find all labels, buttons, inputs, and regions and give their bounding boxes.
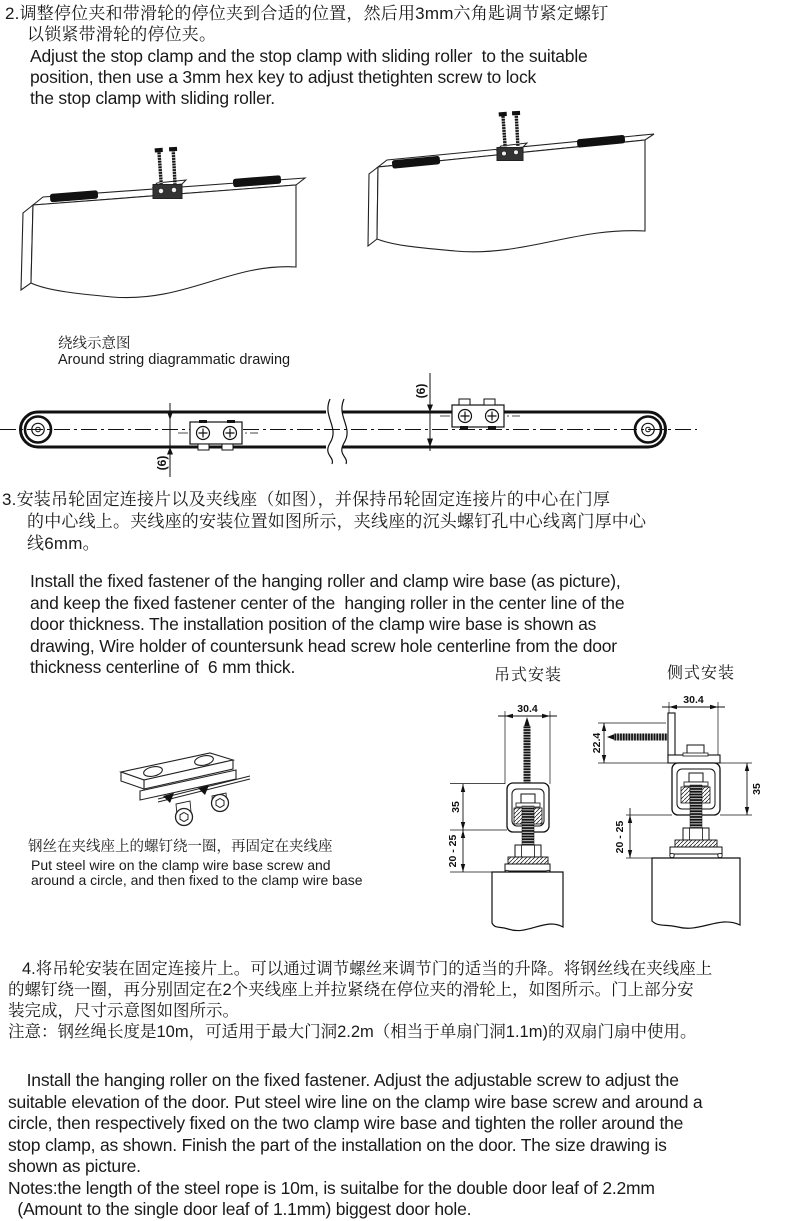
side-dim-height — [745, 763, 763, 815]
step4-zh-line-3: 装完成，尺寸示意图如图所示。 — [8, 1002, 239, 1020]
side-door-panel — [652, 858, 740, 928]
step3-en-line-4: drawing, Wire holder of countersunk head screw hole centerline from the door — [30, 635, 617, 656]
step2-zh-line-2: 以锁紧带滑轮的停位夹。 — [27, 25, 217, 44]
step4-en-line-3: circle, then respectively fixed on the two clamp wire base and tighten the roller around the — [8, 1113, 684, 1133]
around-string-diagram — [0, 368, 800, 488]
step4-en-line-7: (Amount to the single door leaf of 1.1mm) biggest door hole. — [8, 1199, 472, 1219]
dimension-6-left — [155, 403, 173, 477]
step4-en-line-4: stop clamp, as shown. Finish the part of the installation on the door. The size drawing is — [8, 1134, 667, 1155]
hanging-dim-height — [450, 784, 465, 830]
step3-en-line-3: door thickness. The installation position of the clamp wire base is shown as — [30, 614, 597, 634]
svg-text:(6): (6) — [414, 383, 428, 399]
side-install-diagram — [591, 694, 763, 928]
svg-text:30.4: 30.4 — [683, 694, 704, 706]
svg-text:30.4: 30.4 — [517, 703, 538, 715]
step4-en-line-2: suitable elevation of the door. Put steel wire line on the clamp wire base screw and around a — [8, 1091, 703, 1112]
step3-en-line-1: Install the fixed fastener of the hanging roller and clamp wire base (as picture), — [30, 571, 621, 591]
step3-zh-line-2: 的中心线上。夹线座的安装位置如图所示，夹线座的沉头螺钉孔中心线离门厚中心 — [27, 512, 647, 531]
around-string-label-en: Around string diagrammatic drawing — [58, 352, 291, 368]
right-door-screws — [499, 111, 522, 147]
step2-zh-line-1: 2.调整停位夹和带滑轮的停位夹到合适的位置，然后用3mm六角匙调节紧定螺钉 — [5, 4, 609, 23]
clamp-wire-base-drawing — [105, 738, 270, 843]
hanging-dim-gap — [447, 830, 465, 872]
hanging-door-panel — [492, 872, 563, 931]
left-door-screws — [155, 147, 179, 185]
step4-en-line-1: Install the hanging roller on the fixed fastener. Adjust the adjustable screw to adjust the — [8, 1070, 679, 1090]
svg-text:(6): (6) — [155, 455, 169, 471]
hanging-install-label: 吊式安装 — [494, 667, 563, 684]
step4-zh-line-2: 的螺钉绕一圈，再分别固定在2个夹线座上并拉紧绕在停位夹的滑轮上，如图所示。门上部分安 — [8, 981, 694, 999]
cross-section-diagrams — [440, 660, 800, 950]
step4-zh-line-1: 4.将吊轮安装在固定连接片上。可以通过调节螺丝来调节门的适当的升降。将钢丝线在夹线座上 — [22, 960, 713, 978]
clamp-screws — [176, 793, 229, 826]
clamp-note-en-line-2: around a circle, and then fixed to the clamp wire base — [31, 872, 363, 888]
side-mounting-screw — [607, 734, 668, 741]
hanging-adjusting-screw — [524, 717, 531, 784]
around-string-label-zh: 绕线示意图 — [58, 336, 131, 352]
step2-en-line-2: position, then use a 3mm hex key to adjust thetighten screw to lock — [30, 67, 537, 87]
step3-en-line-2: and keep the fixed fastener center of the hanging roller in the center line of the — [30, 592, 625, 613]
clamp-note-zh: 钢丝在夹线座上的螺钉绕一圈，再固定在夹线座 — [28, 839, 333, 855]
step4-en-line-5: shown as picture. — [8, 1156, 141, 1176]
svg-text:22.4: 22.4 — [591, 732, 603, 754]
hanging-install-diagram — [447, 703, 563, 931]
side-install-label: 侧式安装 — [667, 665, 736, 682]
step3-en-line-5: thickness centerline of 6 mm thick. — [30, 657, 296, 677]
side-dim-gap — [614, 808, 632, 858]
step2-en-line-3: the stop clamp with sliding roller. — [30, 88, 275, 108]
step3-zh-line-3: 线6mm。 — [27, 534, 100, 553]
wire-loop-outline — [21, 399, 666, 464]
step2-en-line-1: Adjust the stop clamp and the stop clamp with sliding roller to the suitable — [30, 46, 588, 66]
svg-text:35: 35 — [751, 783, 763, 795]
side-dim-width — [662, 694, 725, 709]
svg-text:35: 35 — [450, 801, 462, 813]
step3-zh-line-1: 3.安装吊轮固定连接片以及夹线座（如图），并保持吊轮固定连接片的中心在门厚 — [2, 490, 611, 509]
side-dim-screw-length — [591, 723, 606, 763]
step4-zh-line-4: 注意：钢丝绳长度是10m，可适用于最大门洞2.2m（相当于单扇门洞1.1m)的双扇门扇中使用。 — [8, 1023, 697, 1041]
clamp-note-en-line-1: Put steel wire on the clamp wire base screw and — [31, 857, 331, 873]
right-door-fastener-bracket — [497, 143, 527, 161]
door-panels-drawing — [0, 110, 800, 365]
svg-text:20 - 25: 20 - 25 — [614, 820, 626, 854]
side-bracket — [668, 713, 720, 763]
hanging-dim-width — [498, 703, 557, 718]
upper-wire-clamp — [440, 399, 520, 429]
svg-text:20 - 25: 20 - 25 — [447, 834, 459, 868]
step4-en-line-6: Notes:the length of the steel rope is 10m, is suitalbe for the double door leaf of 2.2mm — [8, 1177, 655, 1198]
left-door-fastener-bracket — [153, 180, 186, 199]
